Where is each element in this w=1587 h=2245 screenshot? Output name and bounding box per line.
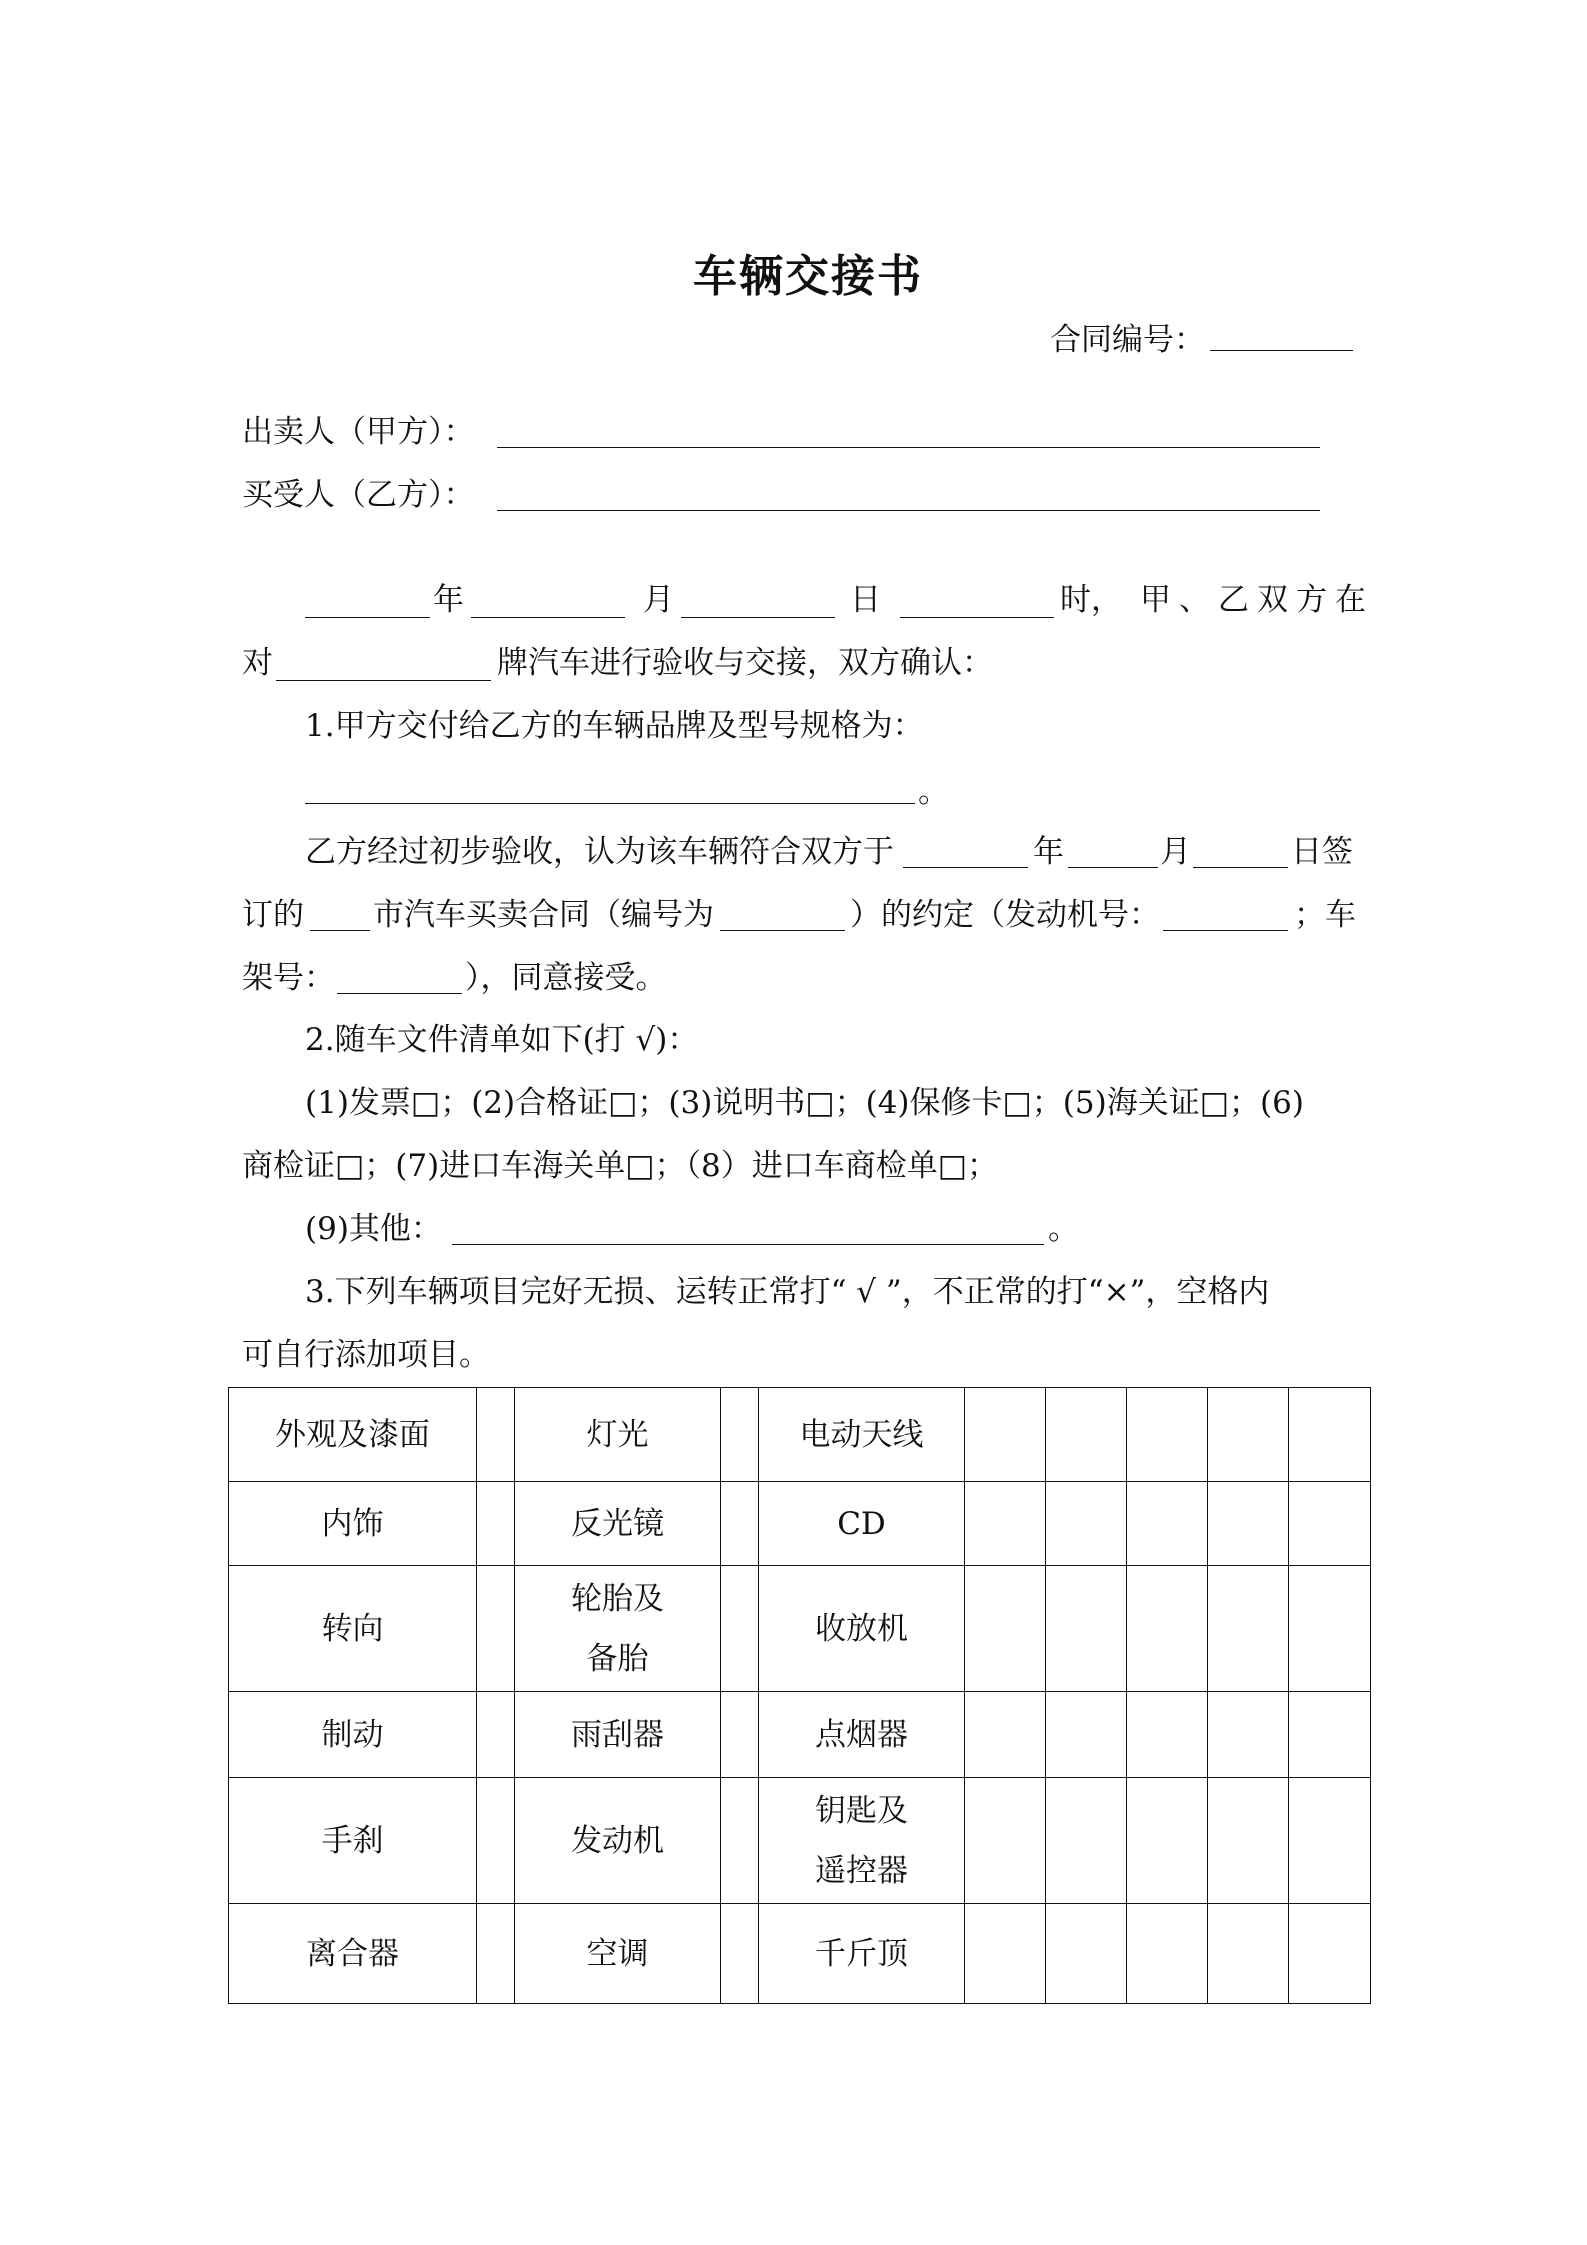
check-item-label: 发动机 bbox=[515, 1778, 721, 1904]
check-item-label: 转向 bbox=[229, 1566, 477, 1692]
accept-line2-d: ；车 bbox=[1294, 897, 1356, 933]
check-item-label: 空调 bbox=[515, 1904, 721, 2004]
check-item-label: 灯光 bbox=[515, 1388, 721, 1482]
check-item-label: CD bbox=[759, 1482, 965, 1566]
chassis-number-field[interactable] bbox=[337, 993, 462, 994]
check-item-label: 手刹 bbox=[229, 1778, 477, 1904]
check-item-label: 雨刮器 bbox=[515, 1692, 721, 1778]
blank-item-cell[interactable] bbox=[1127, 1692, 1208, 1778]
intro-plate-text: 牌汽车进行验收与交接，双方确认： bbox=[497, 645, 993, 681]
item2-other-label: (9)其他： bbox=[305, 1211, 442, 1247]
check-item-label: 外观及漆面 bbox=[229, 1388, 477, 1482]
check-mark-cell[interactable] bbox=[477, 1692, 515, 1778]
accept-month-field[interactable] bbox=[1068, 867, 1158, 868]
check-item-label: 千斤顶 bbox=[759, 1904, 965, 2004]
blank-item-cell[interactable] bbox=[1046, 1692, 1127, 1778]
blank-item-cell[interactable] bbox=[1046, 1566, 1127, 1692]
blank-item-cell[interactable] bbox=[965, 1904, 1046, 2004]
blank-item-cell[interactable] bbox=[1289, 1904, 1371, 2004]
check-item-label: 反光镜 bbox=[515, 1482, 721, 1566]
check-mark-cell[interactable] bbox=[477, 1482, 515, 1566]
check-mark-cell[interactable] bbox=[477, 1388, 515, 1482]
check-row bbox=[229, 1778, 1371, 1904]
seller-label: 出卖人（甲方）： bbox=[242, 414, 475, 450]
check-item-label: 点烟器 bbox=[759, 1692, 965, 1778]
check-row bbox=[229, 1566, 1371, 1692]
blank-item-cell[interactable] bbox=[1127, 1904, 1208, 2004]
blank-item-cell[interactable] bbox=[1208, 1388, 1289, 1482]
accept-year-field[interactable] bbox=[903, 867, 1028, 868]
seller-field[interactable] bbox=[497, 447, 1320, 448]
item2-line2: 商检证□；(7)进口车海关单□；（8）进口车商检单□； bbox=[242, 1148, 999, 1184]
intro-dui: 对 bbox=[242, 645, 273, 681]
accept-day-field[interactable] bbox=[1193, 867, 1288, 868]
check-mark-cell[interactable] bbox=[477, 1566, 515, 1692]
blank-item-cell[interactable] bbox=[1127, 1388, 1208, 1482]
accept-month-label: 月 bbox=[1160, 834, 1191, 870]
intro-day-field[interactable] bbox=[681, 617, 835, 618]
blank-item-cell[interactable] bbox=[1046, 1778, 1127, 1904]
buyer-field[interactable] bbox=[497, 510, 1320, 511]
blank-item-cell[interactable] bbox=[1208, 1566, 1289, 1692]
check-row bbox=[229, 1692, 1371, 1778]
blank-item-cell[interactable] bbox=[1127, 1778, 1208, 1904]
check-mark-cell[interactable] bbox=[721, 1388, 759, 1482]
intro-hour-label: 时， bbox=[1060, 582, 1122, 618]
accept-line3-a: 架号： bbox=[242, 960, 335, 996]
blank-item-cell[interactable] bbox=[1289, 1482, 1371, 1566]
check-row bbox=[229, 1482, 1371, 1566]
blank-item-cell[interactable] bbox=[1208, 1778, 1289, 1904]
check-item-label: 钥匙及遥控器 bbox=[759, 1778, 965, 1904]
accept-line1-text: 乙方经过初步验收，认为该车辆符合双方于 bbox=[305, 834, 894, 870]
blank-item-cell[interactable] bbox=[1289, 1566, 1371, 1692]
blank-item-cell[interactable] bbox=[1289, 1778, 1371, 1904]
document-title: 车辆交接书 bbox=[693, 251, 923, 302]
contract-number-field[interactable] bbox=[1210, 350, 1353, 351]
item1-end: 。 bbox=[918, 774, 949, 810]
other-documents-field[interactable] bbox=[452, 1244, 1044, 1245]
blank-item-cell[interactable] bbox=[1127, 1482, 1208, 1566]
check-item-label: 制动 bbox=[229, 1692, 477, 1778]
check-row bbox=[229, 1388, 1371, 1482]
blank-item-cell[interactable] bbox=[1208, 1692, 1289, 1778]
check-item-label: 离合器 bbox=[229, 1904, 477, 2004]
accept-year-label: 年 bbox=[1033, 834, 1064, 870]
accept-line2-b: 市汽车买卖合同（编号为 bbox=[373, 897, 714, 933]
intro-hour-field[interactable] bbox=[900, 617, 1054, 618]
accept-line2-a: 订的 bbox=[242, 897, 304, 933]
check-item-label: 收放机 bbox=[759, 1566, 965, 1692]
accept-contract-no-field[interactable] bbox=[720, 930, 845, 931]
blank-item-cell[interactable] bbox=[965, 1388, 1046, 1482]
item2-other-end: 。 bbox=[1048, 1211, 1079, 1247]
vehicle-check-table bbox=[228, 1387, 1371, 2004]
check-mark-cell[interactable] bbox=[721, 1904, 759, 2004]
brand-model-field[interactable] bbox=[305, 803, 915, 804]
blank-item-cell[interactable] bbox=[965, 1692, 1046, 1778]
blank-item-cell[interactable] bbox=[965, 1566, 1046, 1692]
check-item-label: 内饰 bbox=[229, 1482, 477, 1566]
blank-item-cell[interactable] bbox=[1208, 1482, 1289, 1566]
accept-city-field[interactable] bbox=[310, 930, 370, 931]
intro-month-field[interactable] bbox=[471, 617, 625, 618]
intro-day-label: 日 bbox=[850, 582, 881, 618]
accept-line2-c: ）的约定（发动机号： bbox=[850, 897, 1160, 933]
blank-item-cell[interactable] bbox=[1127, 1566, 1208, 1692]
check-item-label: 轮胎及备胎 bbox=[515, 1566, 721, 1692]
intro-month-label: 月 bbox=[643, 582, 674, 618]
item1-text: 1.甲方交付给乙方的车辆品牌及型号规格为： bbox=[305, 708, 924, 744]
blank-item-cell[interactable] bbox=[1046, 1482, 1127, 1566]
item2-text: 2.随车文件清单如下(打 √)： bbox=[305, 1022, 699, 1058]
item2-line1: (1)发票□；(2)合格证□；(3)说明书□；(4)保修卡□；(5)海关证□；(6) bbox=[305, 1085, 1304, 1121]
blank-item-cell[interactable] bbox=[1046, 1904, 1127, 2004]
plate-number-field[interactable] bbox=[276, 680, 491, 681]
contract-number-label: 合同编号： bbox=[1050, 322, 1205, 358]
intro-parties-text: 甲、乙双方在 bbox=[1140, 582, 1374, 618]
accept-line3-b: ），同意接受。 bbox=[465, 960, 667, 996]
check-mark-cell[interactable] bbox=[721, 1566, 759, 1692]
item3-line1: 3.下列车辆项目完好无损、运转正常打“ √ ”，不正常的打“×”，空格内 bbox=[305, 1274, 1270, 1310]
blank-item-cell[interactable] bbox=[965, 1482, 1046, 1566]
blank-item-cell[interactable] bbox=[1289, 1692, 1371, 1778]
intro-year-field[interactable] bbox=[305, 617, 430, 618]
check-mark-cell[interactable] bbox=[477, 1778, 515, 1904]
check-mark-cell[interactable] bbox=[721, 1778, 759, 1904]
check-row bbox=[229, 1904, 1371, 2004]
blank-item-cell[interactable] bbox=[965, 1778, 1046, 1904]
item3-line2: 可自行添加项目。 bbox=[242, 1337, 490, 1373]
blank-item-cell[interactable] bbox=[1208, 1904, 1289, 2004]
check-mark-cell[interactable] bbox=[721, 1482, 759, 1566]
check-mark-cell[interactable] bbox=[721, 1692, 759, 1778]
check-mark-cell[interactable] bbox=[477, 1904, 515, 2004]
engine-number-field[interactable] bbox=[1163, 930, 1288, 931]
buyer-label: 买受人（乙方）： bbox=[242, 477, 475, 513]
blank-item-cell[interactable] bbox=[1046, 1388, 1127, 1482]
intro-year-label: 年 bbox=[433, 582, 464, 618]
check-item-label: 电动天线 bbox=[759, 1388, 965, 1482]
blank-item-cell[interactable] bbox=[1289, 1388, 1371, 1482]
accept-day-label: 日签 bbox=[1291, 834, 1353, 870]
